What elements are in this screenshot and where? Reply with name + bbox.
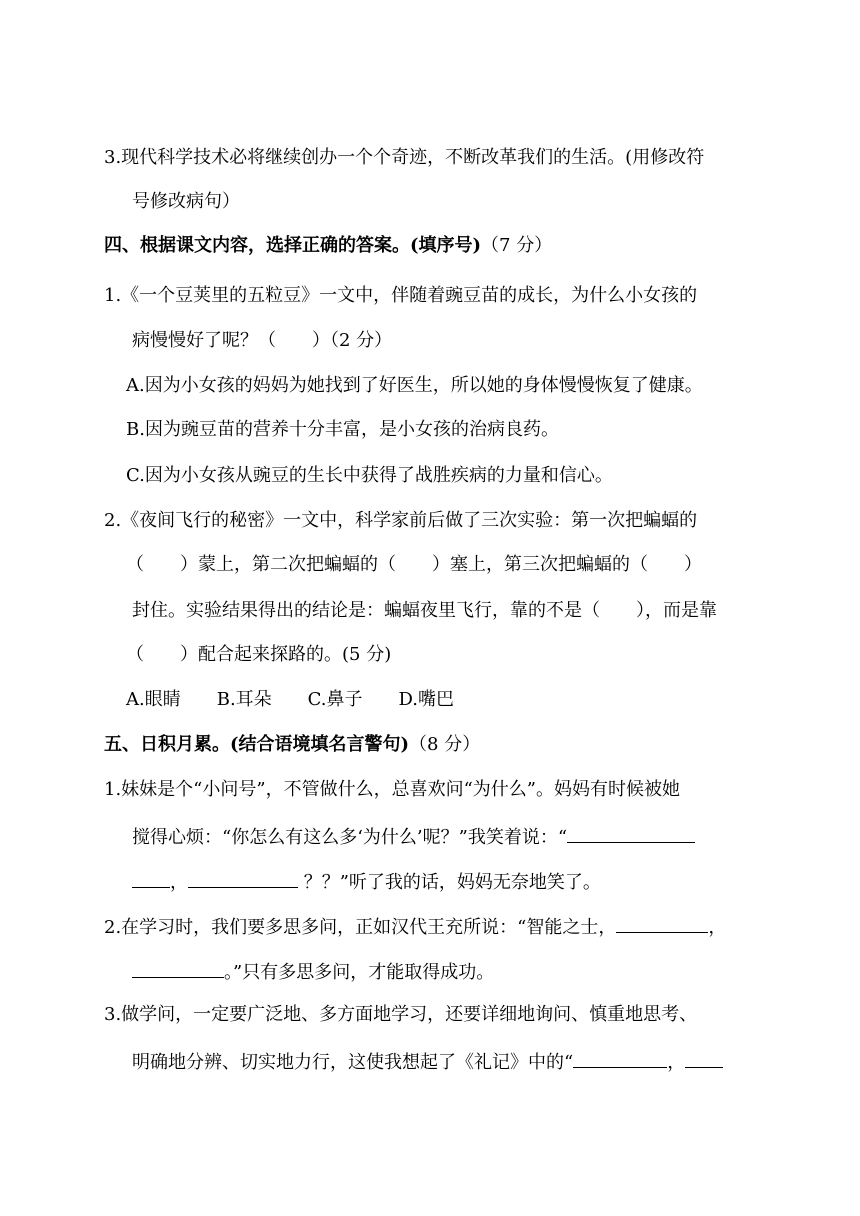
s4-q1-line-1: 1.《一个豆荚里的五粒豆》一文中，伴随着豌豆苗的成长，为什么小女孩的: [104, 285, 698, 306]
s4-q1-line-2: 病慢慢好了呢？（ ）（2 分）: [132, 330, 393, 351]
question-3-line-2: 号修改病句）: [132, 191, 240, 212]
section-4-score: （7 分）: [481, 235, 553, 256]
s4-q1-option-b: B.因为豌豆苗的营养十分丰富，是小女孩的治病良药。: [126, 419, 559, 440]
s5-q1-line-2-text: 搅得心烦：“你怎么有这么多‘为什么’呢？”我笑着说：“: [132, 827, 568, 848]
s4-q1-option-c: C.因为小女孩从豌豆的生长中获得了战胜疾病的力量和信心。: [126, 465, 613, 486]
s5-q3-line-1: 3.做学问，一定要广泛地、多方面地学习，还要详细地询问、慎重地思考、: [104, 1004, 698, 1025]
section-5-title: 五、日积月累。(结合语境填名言警句): [104, 734, 410, 755]
s4-q2-line-1: 2.《夜间飞行的秘密》一文中，科学家前后做了三次实验：第一次把蝙蝠的: [104, 510, 698, 531]
s4-q2-line-4: （ ）配合起来探路的。(5 分): [126, 644, 392, 665]
s5-q1-line-3-text: ？？”听了我的话，妈妈无奈地笑了。: [298, 872, 601, 893]
answer-blank[interactable]: [188, 868, 298, 888]
s4-q2-line-3: 封住。实验结果得出的结论是：蝙蝠夜里飞行，靠的不是（ ），而是靠: [132, 600, 717, 621]
answer-blank[interactable]: [132, 868, 170, 888]
s5-q2-line-2-text: 。”只有多思多问，才能取得成功。: [224, 962, 495, 983]
s4-q1-option-a: A.因为小女孩的妈妈为她找到了好医生，所以她的身体慢慢恢复了健康。: [126, 375, 703, 396]
section-5-heading: [104, 733, 480, 757]
section-4-title: 四、根据课文内容，选择正确的答案。(填序号): [104, 235, 482, 256]
s5-q1-line-3: [132, 868, 601, 892]
s5-q3-comma: ，: [667, 1052, 686, 1073]
s5-q1-comma: ，: [170, 872, 188, 893]
s4-q2-line-2: （ ）蒙上，第二次把蝙蝠的（ ）塞上，第三次把蝙蝠的（ ）: [126, 554, 702, 575]
answer-blank[interactable]: [132, 958, 224, 978]
answer-blank[interactable]: [616, 913, 708, 933]
answer-blank[interactable]: [567, 823, 695, 843]
section-5-score: （8 分）: [409, 734, 481, 755]
s4-q2-choices: A.眼睛 B.耳朵 C.鼻子 D.嘴巴: [126, 689, 455, 710]
s5-q2-line-1: [104, 913, 726, 937]
s5-q2-line-1-text: 2.在学习时，我们要多思多问，正如汉代王充所说：“智能之士，: [104, 917, 617, 938]
answer-blank[interactable]: [573, 1048, 667, 1068]
section-4-heading: [104, 234, 552, 258]
answer-blank[interactable]: [685, 1048, 723, 1068]
s5-q3-line-2-text: 明确地分辨、切实地力行，这使我想起了《礼记》中的“: [132, 1052, 574, 1073]
s5-q1-line-1: 1.妹妹是个“小问号”，不管做什么，总喜欢问“为什么”。妈妈有时候被她: [104, 779, 680, 800]
question-3-line-1: 3.现代科学技术必将继续创办一个个奇迹，不断改革我们的生活。(用修改符: [104, 147, 705, 168]
s5-q1-line-2: [132, 823, 695, 847]
s5-q2-comma: ，: [708, 917, 727, 938]
s5-q2-line-2: [132, 958, 494, 982]
s5-q3-line-2: [132, 1048, 723, 1072]
